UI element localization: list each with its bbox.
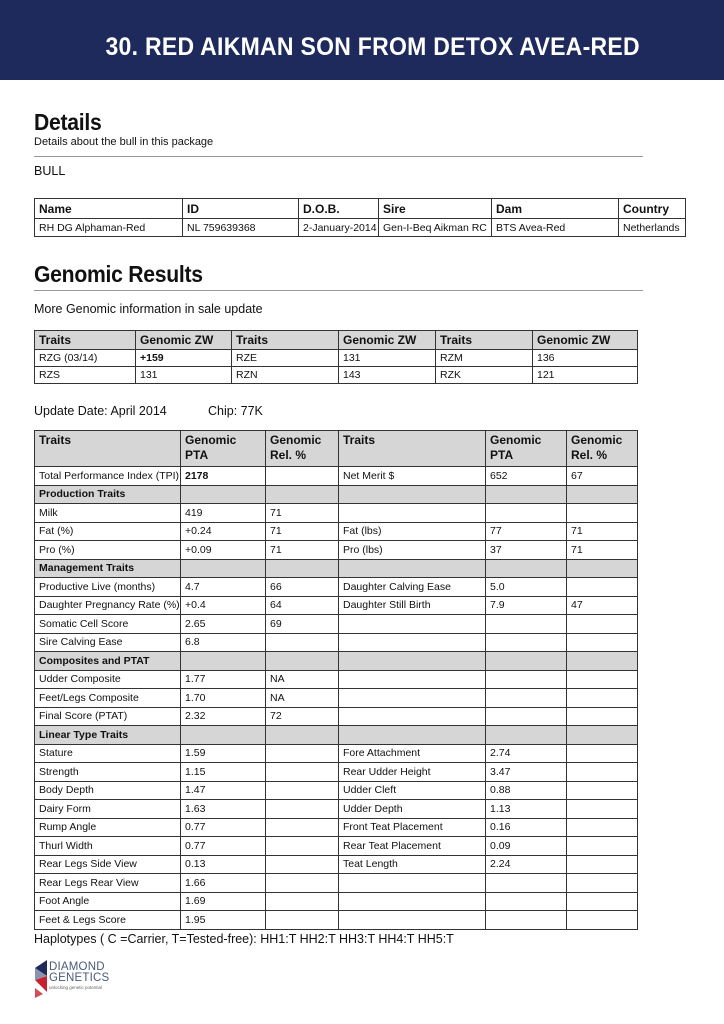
column-header: Country — [619, 199, 686, 219]
table-cell — [339, 726, 486, 745]
table-cell — [339, 874, 486, 893]
table-cell: Final Score (PTAT) — [35, 707, 181, 726]
table-cell — [266, 818, 339, 837]
table-cell — [567, 855, 638, 874]
table-cell: 5.0 — [486, 578, 567, 597]
table-cell: +0.4 — [181, 596, 266, 615]
table-cell — [266, 744, 339, 763]
table-cell: RZK — [436, 367, 533, 384]
table-cell: 2.65 — [181, 615, 266, 634]
table-cell — [567, 670, 638, 689]
details-subtitle: Details about the bull in this package — [34, 136, 214, 148]
column-header: D.O.B. — [299, 199, 379, 219]
table-cell: 0.13 — [181, 855, 266, 874]
table-cell: Fat (%) — [35, 522, 181, 541]
table-cell — [339, 892, 486, 911]
column-header: ID — [183, 199, 299, 219]
table-cell — [181, 652, 266, 671]
table-cell — [339, 559, 486, 578]
table-row — [35, 219, 686, 237]
table-cell: Feet & Legs Score — [35, 911, 181, 930]
table-cell: 0.16 — [486, 818, 567, 837]
table-cell: Total Performance Index (TPI) — [35, 467, 181, 486]
column-header: Genomic PTA — [486, 431, 567, 467]
table-cell — [266, 763, 339, 782]
table-row — [35, 504, 638, 523]
bull-details-table — [34, 198, 686, 237]
table-cell: 6.8 — [181, 633, 266, 652]
table-cell: 1.59 — [181, 744, 266, 763]
table-cell — [266, 485, 339, 504]
table-row — [35, 633, 638, 652]
table-cell: Stature — [35, 744, 181, 763]
table-cell: Pro (lbs) — [339, 541, 486, 560]
column-header: Genomic ZW — [339, 331, 436, 350]
table-cell — [567, 633, 638, 652]
table-cell: 64 — [266, 596, 339, 615]
table-cell — [486, 874, 567, 893]
table-cell — [266, 467, 339, 486]
column-header: Traits — [35, 331, 136, 350]
table-cell: 2.32 — [181, 707, 266, 726]
table-cell: +159 — [136, 350, 232, 367]
category-row — [35, 652, 638, 671]
genomic-zw-table — [34, 330, 638, 384]
column-header: Genomic ZW — [136, 331, 232, 350]
table-cell — [486, 892, 567, 911]
table-cell: +0.24 — [181, 522, 266, 541]
table-cell: Dairy Form — [35, 800, 181, 819]
table-cell — [567, 726, 638, 745]
table-cell — [486, 615, 567, 634]
column-header: Genomic ZW — [533, 331, 638, 350]
table-cell — [339, 689, 486, 708]
table-row — [35, 818, 638, 837]
category-label: Management Traits — [35, 559, 181, 578]
table-cell — [567, 615, 638, 634]
table-cell: 2.74 — [486, 744, 567, 763]
table-cell — [266, 781, 339, 800]
table-row — [35, 541, 638, 560]
category-row — [35, 559, 638, 578]
divider — [34, 290, 643, 291]
table-cell: Foot Angle — [35, 892, 181, 911]
table-cell — [486, 504, 567, 523]
table-cell — [486, 559, 567, 578]
table-row — [35, 744, 638, 763]
table-cell: Rear Legs Side View — [35, 855, 181, 874]
table-cell: 131 — [136, 367, 232, 384]
table-cell: 0.88 — [486, 781, 567, 800]
chip-info: Chip: 77K — [208, 404, 263, 418]
table-cell: 72 — [266, 707, 339, 726]
table-cell — [181, 485, 266, 504]
column-header: Sire — [379, 199, 492, 219]
table-row — [35, 615, 638, 634]
update-date: Update Date: April 2014 — [34, 404, 167, 418]
page-title: 30. RED AIKMAN SON FROM DETOX AVEA-RED — [105, 33, 640, 61]
table-cell — [567, 892, 638, 911]
table-cell — [567, 837, 638, 856]
table-cell: RZS — [35, 367, 136, 384]
table-cell: RZE — [232, 350, 339, 367]
table-cell: 1.77 — [181, 670, 266, 689]
table-cell: Rear Teat Placement — [339, 837, 486, 856]
table-cell — [486, 726, 567, 745]
table-cell — [181, 726, 266, 745]
table-cell: Sire Calving Ease — [35, 633, 181, 652]
details-heading: Details — [34, 109, 102, 135]
table-cell: 1.13 — [486, 800, 567, 819]
table-cell — [486, 652, 567, 671]
table-row — [35, 578, 638, 597]
table-cell: BTS Avea-Red — [492, 219, 619, 237]
table-cell — [339, 707, 486, 726]
logo-line-1: DIAMOND — [49, 961, 105, 973]
table-cell — [339, 504, 486, 523]
table-cell: Udder Depth — [339, 800, 486, 819]
table-cell: 71 — [266, 541, 339, 560]
table-cell — [266, 633, 339, 652]
table-cell: Front Teat Placement — [339, 818, 486, 837]
genomic-pta-table — [34, 430, 638, 930]
table-cell: Daughter Pregnancy Rate (%) — [35, 596, 181, 615]
column-header: Traits — [436, 331, 533, 350]
table-row — [35, 837, 638, 856]
table-cell: 652 — [486, 467, 567, 486]
table-cell: Gen-I-Beq Aikman RC — [379, 219, 492, 237]
table-cell — [266, 726, 339, 745]
table-cell: 4.7 — [181, 578, 266, 597]
divider — [34, 156, 643, 157]
table-cell: 71 — [567, 541, 638, 560]
table-cell: Productive Live (months) — [35, 578, 181, 597]
table-row — [35, 670, 638, 689]
table-cell: 131 — [339, 350, 436, 367]
table-cell: 143 — [339, 367, 436, 384]
table-cell: 1.95 — [181, 911, 266, 930]
table-cell: 0.77 — [181, 837, 266, 856]
logo-wordmark — [49, 962, 109, 983]
table-cell — [339, 652, 486, 671]
table-cell — [266, 892, 339, 911]
table-cell — [567, 652, 638, 671]
column-header: Name — [35, 199, 183, 219]
table-cell: RZM — [436, 350, 533, 367]
table-cell: 0.09 — [486, 837, 567, 856]
logo-tagline: unlocking genetic potential — [49, 985, 103, 990]
table-cell: Pro (%) — [35, 541, 181, 560]
table-cell — [339, 670, 486, 689]
category-row — [35, 485, 638, 504]
column-header: Genomic Rel. % — [567, 431, 638, 467]
table-cell — [567, 578, 638, 597]
table-cell — [567, 818, 638, 837]
table-row — [35, 855, 638, 874]
genomic-subtitle: More Genomic information in sale update — [34, 302, 263, 316]
table-row — [35, 522, 638, 541]
haplotypes-line: Haplotypes ( C =Carrier, T=Tested-free): HH1:T HH2:T HH3:T HH4:T HH5:T — [34, 932, 454, 946]
column-header: Genomic PTA — [181, 431, 266, 467]
column-header: Traits — [35, 431, 181, 467]
table-cell: RZN — [232, 367, 339, 384]
table-cell — [567, 707, 638, 726]
table-cell — [567, 800, 638, 819]
table-cell: 1.47 — [181, 781, 266, 800]
column-header: Dam — [492, 199, 619, 219]
table-cell: 1.69 — [181, 892, 266, 911]
category-label: Production Traits — [35, 485, 181, 504]
table-cell: Rear Udder Height — [339, 763, 486, 782]
table-cell: Udder Cleft — [339, 781, 486, 800]
table-cell: NA — [266, 670, 339, 689]
table-cell: NL 759639368 — [183, 219, 299, 237]
table-cell — [567, 874, 638, 893]
table-cell: RH DG Alphaman-Red — [35, 219, 183, 237]
table-cell: Rump Angle — [35, 818, 181, 837]
bull-label: BULL — [34, 164, 66, 178]
table-cell: Netherlands — [619, 219, 686, 237]
table-cell — [339, 911, 486, 930]
table-row — [35, 874, 638, 893]
table-cell: 3.47 — [486, 763, 567, 782]
table-row — [35, 781, 638, 800]
table-cell: 1.70 — [181, 689, 266, 708]
table-cell — [567, 781, 638, 800]
table-cell — [567, 689, 638, 708]
table-cell — [486, 707, 567, 726]
table-cell: Milk — [35, 504, 181, 523]
table-cell — [567, 504, 638, 523]
category-row — [35, 726, 638, 745]
table-cell: Fore Attachment — [339, 744, 486, 763]
table-cell: 1.15 — [181, 763, 266, 782]
table-cell: Feet/Legs Composite — [35, 689, 181, 708]
table-cell: Udder Composite — [35, 670, 181, 689]
table-cell: 71 — [567, 522, 638, 541]
logo-line-2: GENETICS — [49, 972, 110, 984]
column-header: Traits — [232, 331, 339, 350]
table-row — [35, 467, 638, 486]
table-row — [35, 763, 638, 782]
table-cell: +0.09 — [181, 541, 266, 560]
table-cell: 77 — [486, 522, 567, 541]
table-cell: Somatic Cell Score — [35, 615, 181, 634]
table-cell: Daughter Still Birth — [339, 596, 486, 615]
table-cell: 37 — [486, 541, 567, 560]
column-header: Genomic Rel. % — [266, 431, 339, 467]
table-cell — [567, 911, 638, 930]
table-cell — [266, 911, 339, 930]
genomic-heading: Genomic Results — [34, 261, 203, 287]
table-cell — [266, 559, 339, 578]
table-row — [35, 800, 638, 819]
table-cell: 66 — [266, 578, 339, 597]
table-cell: Body Depth — [35, 781, 181, 800]
table-cell: Teat Length — [339, 855, 486, 874]
table-cell: 2178 — [181, 467, 266, 486]
table-cell: 121 — [533, 367, 638, 384]
table-cell: 2.24 — [486, 855, 567, 874]
table-cell — [266, 652, 339, 671]
table-cell — [266, 855, 339, 874]
column-header: Traits — [339, 431, 486, 467]
table-cell — [567, 763, 638, 782]
table-cell — [486, 485, 567, 504]
table-cell — [486, 670, 567, 689]
table-cell — [486, 911, 567, 930]
table-cell: Strength — [35, 763, 181, 782]
category-label: Linear Type Traits — [35, 726, 181, 745]
title-banner — [0, 0, 724, 80]
table-cell — [486, 689, 567, 708]
table-cell — [567, 485, 638, 504]
table-cell: 71 — [266, 504, 339, 523]
table-row — [35, 892, 638, 911]
table-cell: 67 — [567, 467, 638, 486]
table-cell — [339, 615, 486, 634]
table-row — [35, 707, 638, 726]
table-cell: 0.77 — [181, 818, 266, 837]
table-cell: 71 — [266, 522, 339, 541]
table-cell — [339, 485, 486, 504]
table-cell — [266, 837, 339, 856]
table-cell — [567, 559, 638, 578]
table-cell: Rear Legs Rear View — [35, 874, 181, 893]
table-cell: Thurl Width — [35, 837, 181, 856]
table-cell — [181, 559, 266, 578]
table-row — [35, 689, 638, 708]
table-cell: 1.63 — [181, 800, 266, 819]
table-cell: RZG (03/14) — [35, 350, 136, 367]
table-cell — [339, 633, 486, 652]
table-cell: Net Merit $ — [339, 467, 486, 486]
table-row — [35, 911, 638, 930]
table-cell: 69 — [266, 615, 339, 634]
table-cell: NA — [266, 689, 339, 708]
table-cell — [266, 874, 339, 893]
table-row — [35, 367, 638, 384]
table-cell: 419 — [181, 504, 266, 523]
table-cell: 2-January-2014 — [299, 219, 379, 237]
table-cell — [567, 744, 638, 763]
table-row — [35, 596, 638, 615]
table-row — [35, 350, 638, 367]
table-cell: 136 — [533, 350, 638, 367]
table-cell — [266, 800, 339, 819]
category-label: Composites and PTAT — [35, 652, 181, 671]
table-cell: 1.66 — [181, 874, 266, 893]
table-cell: Daughter Calving Ease — [339, 578, 486, 597]
table-cell: 47 — [567, 596, 638, 615]
table-cell — [486, 633, 567, 652]
table-cell: Fat (lbs) — [339, 522, 486, 541]
table-cell: 7.9 — [486, 596, 567, 615]
